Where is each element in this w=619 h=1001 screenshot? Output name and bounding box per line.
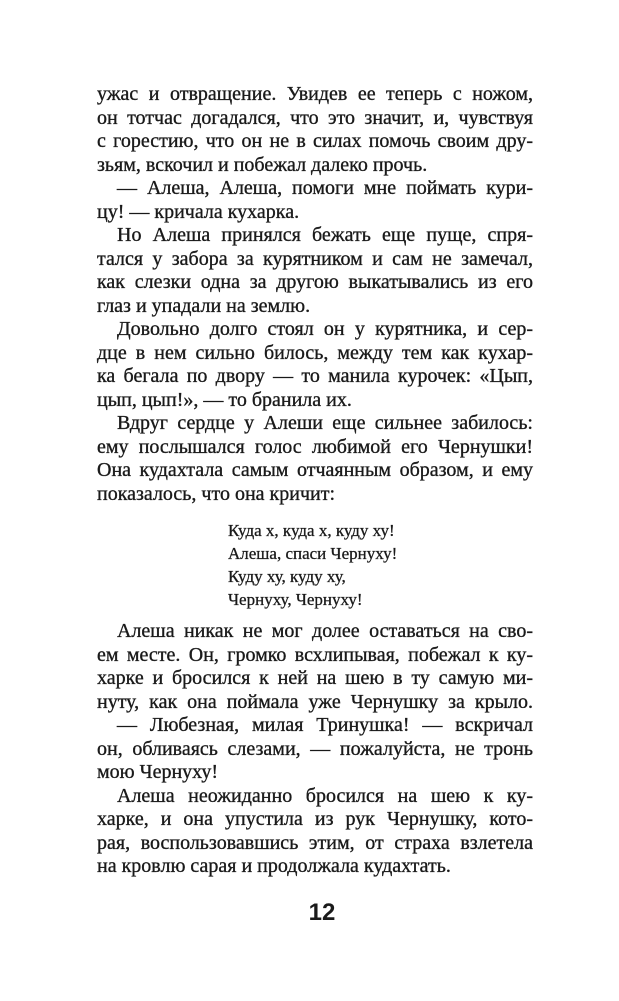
text-line: Но Алеша принялся бежать еще пуще, спря-: [117, 224, 533, 246]
poem-line: Куду ху, куду ху,: [228, 567, 346, 586]
text-line: ужас и отвращение. Увидев ее теперь с ножом,: [97, 83, 533, 105]
text-line: Довольно долго стоял он у курятника, и сер-: [117, 318, 533, 340]
text-line: Вдруг сердце у Алеши еще сильнее забилось:: [117, 412, 533, 434]
text-line: цу! — кричала кухарка.: [97, 200, 300, 223]
text-line: зьям, вскочил и побежал далеко прочь.: [97, 153, 428, 176]
text-line: Она кудахтала самым отчаянным образом, и ему: [97, 459, 533, 481]
text-line: как слезки одна за другою выкатывались из его: [97, 271, 533, 293]
text-line: тался у забора за курятником и сам не замечал,: [97, 247, 533, 270]
poem-line: Куда х, куда х, куду ху!: [228, 521, 395, 540]
text-line: мою Чернуху!: [97, 761, 219, 783]
text-line: цып, цып!», — то бранила их.: [97, 388, 352, 411]
text-line: ему послышался голос любимой его Чернушки!: [97, 435, 533, 458]
page-number: 12: [308, 899, 336, 926]
poem-line: Алеша, спаси Чернуху!: [228, 544, 398, 563]
poem-line: Чернуху, Чернуху!: [228, 590, 363, 609]
text-section-2: [97, 620, 533, 879]
text-line: — Алеша, Алеша, помоги мне поймать кури-: [117, 177, 533, 199]
text-line: Алеша неожиданно бросился на шею к ку-: [117, 784, 533, 807]
text-section-1: [97, 83, 533, 506]
text-line: рая, воспользовавшись этим, от страха взлетела: [97, 831, 533, 854]
text-line: показалось, что она кричит:: [97, 482, 336, 505]
text-line: Алеша никак не мог долее оставаться на сво-: [117, 620, 533, 642]
text-line: он тотчас догадался, что это значит, и, чувствуя: [97, 106, 533, 129]
poem-verse: [228, 519, 397, 611]
text-line: харке и бросился к ней на шею в ту самую ми-: [97, 667, 533, 689]
text-line: он, обливаясь слезами, — пожалуйста, не тронь: [97, 737, 533, 760]
text-line: дце в нем сильно билось, между тем как кухар-: [97, 341, 533, 364]
text-line: нуту, как она поймала уже Чернушку за крыло.: [97, 690, 533, 713]
text-line: на кровлю сарая и продолжала кудахтать.: [97, 855, 451, 877]
text-line: — Любезная, милая Тринушка! — вскричал: [117, 714, 533, 736]
text-line: ем месте. Он, громко всхлипывая, побежал к ку-: [97, 643, 533, 666]
text-line: харке, и она упустила из рук Чернушку, кото-: [97, 808, 533, 830]
text-line: с горестию, что он не в силах помочь своим дру-: [97, 130, 533, 152]
text-line: глаз и упадали на землю.: [97, 294, 311, 317]
text-line: ка бегала по двору — то манила курочек: «Цып,: [97, 365, 533, 387]
